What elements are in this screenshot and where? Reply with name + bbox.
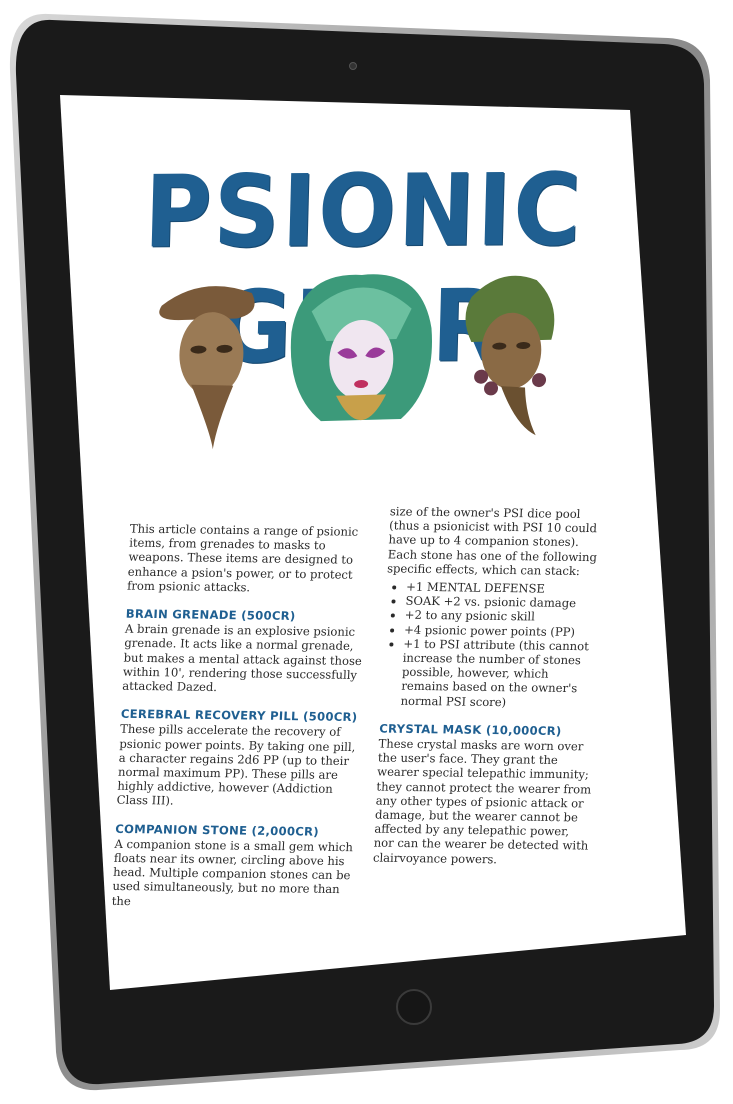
list-item: • +4 psionic power points (PP) [404, 622, 599, 639]
left-column [111, 522, 375, 926]
crystal-mask-body: These crystal masks are worn over the user's face. They grant the wearer special telepathic immunity; they cannot protect the wearer from any other types of psionic attack or damage, but the wearer cannot be affected by any telepathic power, nor can the wearer be detected with clairvoyance powers. [372, 736, 592, 867]
feathered-mask [290, 273, 432, 422]
cerebral-recovery-pill-body: These pills accelerate the recovery of psionic power points. By taking one pill, a character regains 2d6 PP (up to their normal maximum PP). These pills are highly addictive, however (Addiction Class III). [116, 722, 356, 809]
ebook-page [57, 111, 673, 979]
list-item: • +1 to PSI attribute (this cannot increase the number of stones possible, however, which remains based on the owner's normal PSI score) [400, 637, 598, 711]
stone-effects-list [380, 579, 601, 710]
crystal-mask-heading: CRYSTAL MASK (10,000CR) [378, 721, 562, 738]
cerebral-recovery-pill-heading: CEREBRAL RECOVERY PILL (500CR) [120, 706, 358, 725]
companion-stone-continued: size of the owner's PSI dice pool (thus a psionicist with PSI 10 could have up to 4 companion stones). Each stone has one of the following specific effects, which can stack: [386, 504, 598, 578]
camera-icon [350, 63, 357, 70]
bronze-tricorn-mask [158, 285, 254, 451]
masks-illustration [141, 264, 582, 456]
intro-paragraph: This article contains a range of psionic items, from grenades to masks to weapons. These items are designed to enhance a psion's power, or to protect from psionic attacks. [126, 521, 359, 595]
brain-grenade-body: A brain grenade is an explosive psionic grenade. It acts like a normal grenade, but makes a mental attack against those within 10', rendering those successfully attacked Dazed. [121, 621, 363, 695]
companion-stone-body: A companion stone is a small gem which floats near its owner, circling above his head. Multiple companion stones can be used simultaneously, but no more than the [111, 836, 354, 908]
brain-grenade-heading: BRAIN GRENADE (500CR) [125, 606, 296, 624]
list-item: • SOAK +2 vs. psionic damage [405, 594, 600, 611]
home-button-icon [397, 990, 431, 1024]
right-column [372, 504, 605, 881]
list-item: • +2 to any psionic skill [404, 608, 599, 625]
companion-stone-heading: COMPANION STONE (2,000CR) [114, 821, 320, 839]
page-title: PSIONIC [142, 152, 585, 271]
list-item: • +1 MENTAL DEFENSE [406, 580, 601, 597]
grape-mask [465, 275, 555, 438]
